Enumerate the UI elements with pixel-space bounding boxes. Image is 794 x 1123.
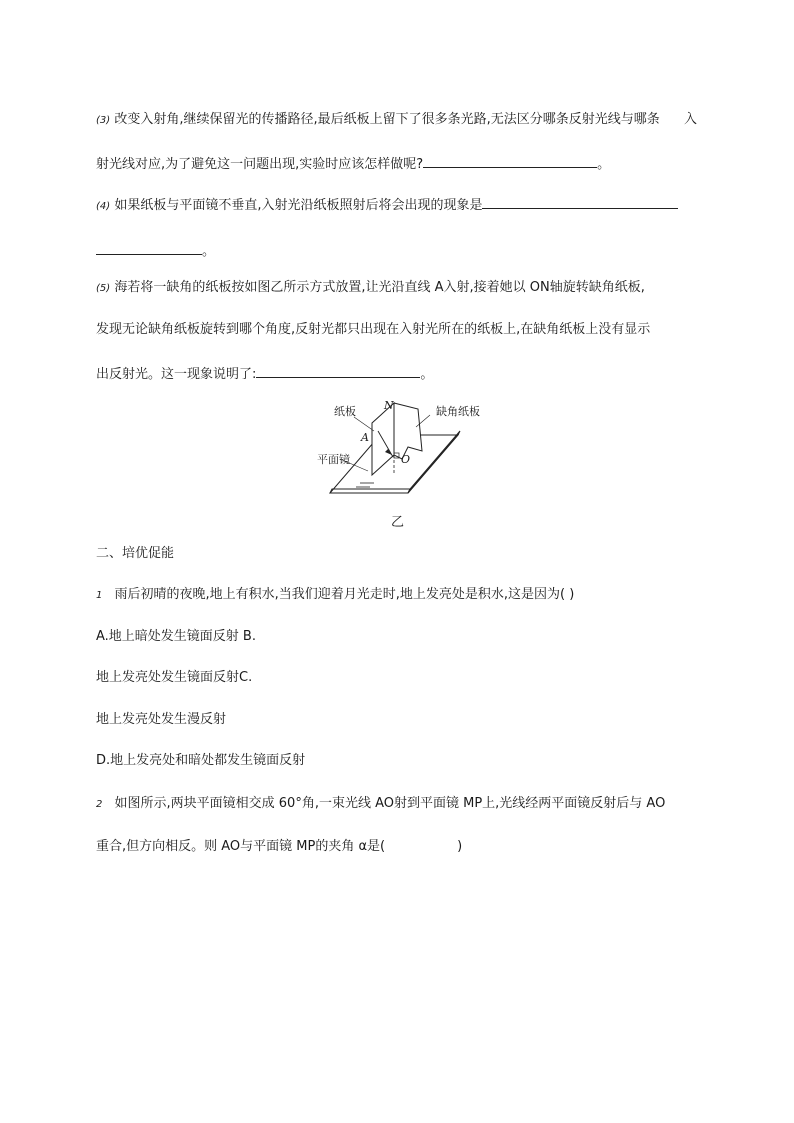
q3-answer-blank[interactable] [423, 153, 597, 168]
p2-text-1: 如图所示,两块平面镜相交成 60°角,一束光线 AO射到平面镜 MP上,光线经两平面镜反射后与 AO [114, 796, 666, 811]
q5-number: (5) [96, 283, 111, 294]
q5-line-3 [96, 363, 433, 384]
leader-paper [354, 417, 374, 431]
figure-label-cut-paper: 缺角纸板 [436, 405, 480, 418]
q5-text-1: 海若将一缺角的纸板按如图乙所示方式放置,让光沿直线 A入射,接着她以 ON轴旋转缺角纸板, [114, 280, 645, 295]
figure-label-paper: 纸板 [334, 405, 356, 418]
q4-line-2 [96, 240, 215, 261]
q3-line-2 [96, 153, 610, 174]
p1-option-c: 地上发亮处发生漫反射 [96, 712, 227, 727]
q4-number: (4) [96, 201, 111, 212]
q4-answer-blank-2[interactable] [96, 240, 202, 255]
p2-line-2 [96, 838, 462, 856]
figure-label-o: O [401, 453, 411, 466]
q5-text-2: 发现无论缺角纸板旋转到哪个角度,反射光都只出现在入射光所在的纸板上,在缺角纸板上没有显示 [96, 322, 651, 337]
q3-period: 。 [597, 157, 611, 172]
figure-label-mirror: 平面镜 [317, 453, 350, 466]
q4-text-1: 如果纸板与平面镜不垂直,入射光沿纸板照射后将会出现的现象是 [114, 198, 483, 213]
q3-text-2: 射光线对应,为了避免这一问题出现,实验时应该怎样做呢? [96, 157, 424, 172]
p2-close-paren: ) [457, 839, 463, 854]
q5-period: 。 [420, 367, 434, 382]
q5-text-3: 出反射光。这一现象说明了: [96, 367, 257, 382]
q3-text-1: 改变入射角,继续保留光的传播路径,最后纸板上留下了很多条光路,无法区分哪条反射光线与哪条 [114, 112, 660, 127]
section-heading: 二、培优促能 [96, 546, 175, 561]
p1-option-d: D.地上发亮处和暗处都发生镜面反射 [96, 753, 306, 768]
plane-mirror-edge [330, 489, 410, 493]
p1-stem-line [96, 586, 574, 605]
p1-number: 1 [96, 590, 103, 601]
q5-answer-blank[interactable] [256, 363, 420, 378]
figure-label-n: N [384, 399, 394, 412]
q5-line-1 [96, 279, 645, 298]
q3-line-1 [96, 111, 660, 130]
p2-number: 2 [96, 799, 103, 810]
figure-caption: 乙 [391, 515, 405, 530]
p2-line-1 [96, 795, 665, 814]
q3-text-1-tail: 入 [684, 112, 698, 127]
q5-line-2 [96, 321, 650, 339]
p2-text-2: 重合,但方向相反。则 AO与平面镜 MP的夹角 α是( [96, 839, 386, 854]
cut-paper-board-shape [394, 403, 422, 459]
q4-period: 。 [202, 244, 216, 259]
q3-number: (3) [96, 115, 111, 126]
q4-answer-blank-1[interactable] [482, 194, 678, 209]
q3-line-1-tail [684, 111, 697, 129]
p1-stem: 雨后初晴的夜晚,地上有积水,当我们迎着月光走时,地上发亮处是积水,这是因为( ) [114, 587, 575, 602]
q4-line-1 [96, 194, 678, 216]
figure-label-a: A [361, 431, 369, 444]
p1-option-a: A.地上暗处发生镜面反射 B. [96, 629, 256, 644]
p1-option-b: 地上发亮处发生镜面反射C. [96, 670, 253, 685]
